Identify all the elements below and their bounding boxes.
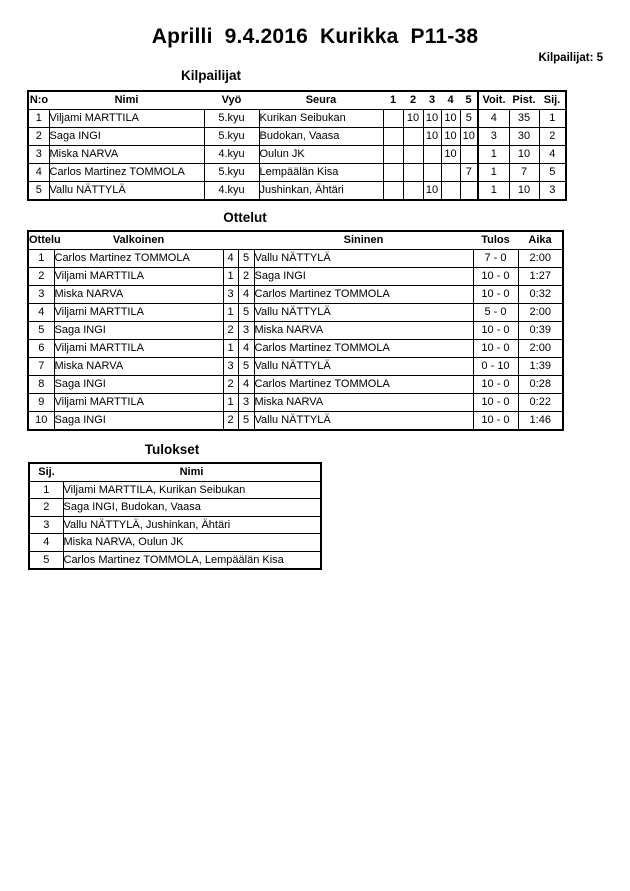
cell-name: Viljami MARTTILA, Kurikan Seibukan — [63, 481, 321, 499]
table-row — [28, 340, 563, 358]
cell-match-no: 9 — [28, 394, 54, 412]
table-row — [28, 286, 563, 304]
cell-m4 — [441, 182, 460, 201]
cell-m5: 10 — [460, 128, 478, 146]
cell-m4 — [441, 164, 460, 182]
cell-voit: 1 — [478, 164, 509, 182]
cell-match-no: 5 — [28, 322, 54, 340]
cell-blue-name: Miska NARVA — [254, 394, 473, 412]
cell-match-no: 3 — [28, 286, 54, 304]
cell-time: 1:27 — [518, 268, 563, 286]
cell-blue-no: 5 — [238, 358, 254, 376]
cell-sij: 3 — [539, 182, 566, 201]
cell-white-no: 2 — [223, 412, 238, 431]
table-row — [29, 551, 321, 569]
cell-nimi: Carlos Martinez TOMMOLA — [49, 164, 204, 182]
cell-match-no: 6 — [28, 340, 54, 358]
cell-no: 1 — [28, 110, 49, 128]
cell-m2 — [403, 128, 423, 146]
table-row — [28, 268, 563, 286]
table-row — [28, 412, 563, 431]
cell-blue-name: Saga INGI — [254, 268, 473, 286]
cell-no: 5 — [28, 182, 49, 201]
cell-time: 2:00 — [518, 340, 563, 358]
col-header-no: N:o — [28, 91, 49, 110]
cell-m5 — [460, 146, 478, 164]
cell-white-no: 2 — [223, 322, 238, 340]
table-row — [29, 516, 321, 534]
col-header-3: 3 — [423, 91, 441, 110]
cell-blue-no: 5 — [238, 250, 254, 268]
cell-seura: Kurikan Seibukan — [259, 110, 383, 128]
section-title-kilpailijat: Kilpailijat — [180, 68, 241, 83]
table-row — [28, 146, 566, 164]
cell-time: 0:28 — [518, 376, 563, 394]
cell-nimi: Vallu NÄTTYLÄ — [49, 182, 204, 201]
cell-match-no: 8 — [28, 376, 54, 394]
cell-blue-no: 3 — [238, 322, 254, 340]
cell-pist: 10 — [509, 146, 539, 164]
cell-time: 2:00 — [518, 304, 563, 322]
cell-white-no: 4 — [223, 250, 238, 268]
cell-white-no: 1 — [223, 304, 238, 322]
cell-blue-no: 4 — [238, 286, 254, 304]
cell-m3: 10 — [423, 128, 441, 146]
cell-vyo: 5.kyu — [204, 110, 259, 128]
col-header-vyo: Vyö — [204, 91, 259, 110]
table-row — [29, 481, 321, 499]
table-row — [28, 394, 563, 412]
cell-m2 — [403, 182, 423, 201]
cell-time: 0:32 — [518, 286, 563, 304]
col-header-nimi: Nimi — [63, 463, 321, 481]
cell-name: Carlos Martinez TOMMOLA, Lempäälän Kisa — [63, 551, 321, 569]
cell-blue-no: 5 — [238, 304, 254, 322]
cell-pist: 7 — [509, 164, 539, 182]
cell-white-no: 1 — [223, 394, 238, 412]
cell-blue-no: 3 — [238, 394, 254, 412]
cell-white-no: 3 — [223, 286, 238, 304]
cell-white-name: Viljami MARTTILA — [54, 340, 223, 358]
cell-seura: Lempäälän Kisa — [259, 164, 383, 182]
cell-sij: 1 — [539, 110, 566, 128]
cell-white-name: Viljami MARTTILA — [54, 304, 223, 322]
cell-blue-no: 4 — [238, 340, 254, 358]
cell-score: 10 - 0 — [473, 340, 518, 358]
cell-m1 — [383, 128, 403, 146]
page-title: Aprilli 9.4.2016 Kurikka P11-38 — [151, 25, 479, 48]
cell-match-no: 1 — [28, 250, 54, 268]
cell-rank: 3 — [29, 516, 63, 534]
table-row — [28, 128, 566, 146]
cell-m4: 10 — [441, 128, 460, 146]
table-row — [28, 322, 563, 340]
cell-voit: 4 — [478, 110, 509, 128]
cell-white-no: 1 — [223, 340, 238, 358]
table-header-row — [28, 91, 566, 110]
cell-blue-name: Carlos Martinez TOMMOLA — [254, 340, 473, 358]
cell-time: 1:46 — [518, 412, 563, 431]
col-header-4: 4 — [441, 91, 460, 110]
col-header-1: 1 — [383, 91, 403, 110]
cell-m1 — [383, 182, 403, 201]
cell-blue-name: Carlos Martinez TOMMOLA — [254, 286, 473, 304]
table-header-row — [28, 231, 563, 250]
cell-sij: 5 — [539, 164, 566, 182]
cell-vyo: 4.kyu — [204, 182, 259, 201]
cell-no: 2 — [28, 128, 49, 146]
cell-blue-name: Vallu NÄTTYLÄ — [254, 412, 473, 431]
cell-sij: 2 — [539, 128, 566, 146]
cell-white-no: 3 — [223, 358, 238, 376]
section-title-ottelut: Ottelut — [223, 210, 267, 225]
section-title-tulokset: Tulokset — [144, 442, 200, 457]
cell-white-name: Miska NARVA — [54, 358, 223, 376]
cell-score: 10 - 0 — [473, 286, 518, 304]
tulokset-table — [28, 462, 322, 570]
competitors-count: Kilpailijat: 5 — [538, 52, 603, 64]
col-header-white-no — [223, 231, 238, 250]
cell-pist: 10 — [509, 182, 539, 201]
cell-rank: 2 — [29, 499, 63, 517]
cell-time: 2:00 — [518, 250, 563, 268]
col-header-ottelu: Ottelu — [28, 231, 54, 250]
cell-nimi: Viljami MARTTILA — [49, 110, 204, 128]
cell-vyo: 4.kyu — [204, 146, 259, 164]
cell-score: 10 - 0 — [473, 412, 518, 431]
cell-no: 3 — [28, 146, 49, 164]
col-header-sininen: Sininen — [254, 231, 473, 250]
cell-score: 0 - 10 — [473, 358, 518, 376]
cell-m3: 10 — [423, 182, 441, 201]
kilpailijat-table — [27, 90, 567, 201]
cell-vyo: 5.kyu — [204, 164, 259, 182]
cell-m5: 7 — [460, 164, 478, 182]
table-row — [28, 164, 566, 182]
col-header-nimi: Nimi — [49, 91, 204, 110]
col-header-voit: Voit. — [478, 91, 509, 110]
cell-voit: 3 — [478, 128, 509, 146]
cell-time: 1:39 — [518, 358, 563, 376]
cell-nimi: Miska NARVA — [49, 146, 204, 164]
cell-nimi: Saga INGI — [49, 128, 204, 146]
cell-no: 4 — [28, 164, 49, 182]
cell-m3 — [423, 146, 441, 164]
table-row — [28, 110, 566, 128]
table-row — [28, 182, 566, 201]
cell-score: 5 - 0 — [473, 304, 518, 322]
col-header-pist: Pist. — [509, 91, 539, 110]
cell-sij: 4 — [539, 146, 566, 164]
cell-m2: 10 — [403, 110, 423, 128]
col-header-2: 2 — [403, 91, 423, 110]
cell-score: 10 - 0 — [473, 322, 518, 340]
cell-m5 — [460, 182, 478, 201]
cell-white-name: Miska NARVA — [54, 286, 223, 304]
cell-m1 — [383, 146, 403, 164]
cell-name: Miska NARVA, Oulun JK — [63, 534, 321, 552]
cell-score: 10 - 0 — [473, 394, 518, 412]
cell-m4: 10 — [441, 146, 460, 164]
col-header-blue-no — [238, 231, 254, 250]
cell-blue-no: 5 — [238, 412, 254, 431]
table-row — [29, 534, 321, 552]
cell-blue-no: 4 — [238, 376, 254, 394]
cell-time: 0:22 — [518, 394, 563, 412]
cell-m1 — [383, 164, 403, 182]
cell-white-no: 2 — [223, 376, 238, 394]
cell-white-name: Saga INGI — [54, 412, 223, 431]
cell-blue-name: Miska NARVA — [254, 322, 473, 340]
cell-blue-name: Vallu NÄTTYLÄ — [254, 304, 473, 322]
col-header-valkoinen: Valkoinen — [54, 231, 223, 250]
cell-name: Saga INGI, Budokan, Vaasa — [63, 499, 321, 517]
col-header-seura: Seura — [259, 91, 383, 110]
col-header-5: 5 — [460, 91, 478, 110]
cell-rank: 5 — [29, 551, 63, 569]
cell-seura: Budokan, Vaasa — [259, 128, 383, 146]
cell-white-name: Saga INGI — [54, 376, 223, 394]
cell-blue-name: Carlos Martinez TOMMOLA — [254, 376, 473, 394]
cell-score: 10 - 0 — [473, 376, 518, 394]
cell-match-no: 2 — [28, 268, 54, 286]
cell-rank: 4 — [29, 534, 63, 552]
cell-score: 10 - 0 — [473, 268, 518, 286]
cell-match-no: 7 — [28, 358, 54, 376]
table-row — [29, 499, 321, 517]
cell-white-name: Viljami MARTTILA — [54, 268, 223, 286]
ottelut-table — [27, 230, 564, 431]
cell-m5: 5 — [460, 110, 478, 128]
cell-match-no: 10 — [28, 412, 54, 431]
table-row — [28, 358, 563, 376]
table-row — [28, 250, 563, 268]
cell-voit: 1 — [478, 182, 509, 201]
cell-voit: 1 — [478, 146, 509, 164]
col-header-aika: Aika — [518, 231, 563, 250]
cell-m4: 10 — [441, 110, 460, 128]
cell-score: 7 - 0 — [473, 250, 518, 268]
cell-name: Vallu NÄTTYLÄ, Jushinkan, Ähtäri — [63, 516, 321, 534]
cell-match-no: 4 — [28, 304, 54, 322]
cell-m1 — [383, 110, 403, 128]
table-header-row — [29, 463, 321, 481]
col-header-tulos: Tulos — [473, 231, 518, 250]
col-header-sij: Sij. — [29, 463, 63, 481]
col-header-sij: Sij. — [539, 91, 566, 110]
cell-blue-name: Vallu NÄTTYLÄ — [254, 250, 473, 268]
table-row — [28, 376, 563, 394]
cell-white-name: Carlos Martinez TOMMOLA — [54, 250, 223, 268]
cell-white-name: Viljami MARTTILA — [54, 394, 223, 412]
cell-white-name: Saga INGI — [54, 322, 223, 340]
cell-seura: Oulun JK — [259, 146, 383, 164]
cell-m3 — [423, 164, 441, 182]
cell-time: 0:39 — [518, 322, 563, 340]
cell-blue-name: Vallu NÄTTYLÄ — [254, 358, 473, 376]
cell-white-no: 1 — [223, 268, 238, 286]
cell-pist: 30 — [509, 128, 539, 146]
cell-seura: Jushinkan, Ähtäri — [259, 182, 383, 201]
table-row — [28, 304, 563, 322]
cell-m2 — [403, 146, 423, 164]
cell-m3: 10 — [423, 110, 441, 128]
cell-pist: 35 — [509, 110, 539, 128]
cell-m2 — [403, 164, 423, 182]
cell-blue-no: 2 — [238, 268, 254, 286]
cell-vyo: 5.kyu — [204, 128, 259, 146]
cell-rank: 1 — [29, 481, 63, 499]
